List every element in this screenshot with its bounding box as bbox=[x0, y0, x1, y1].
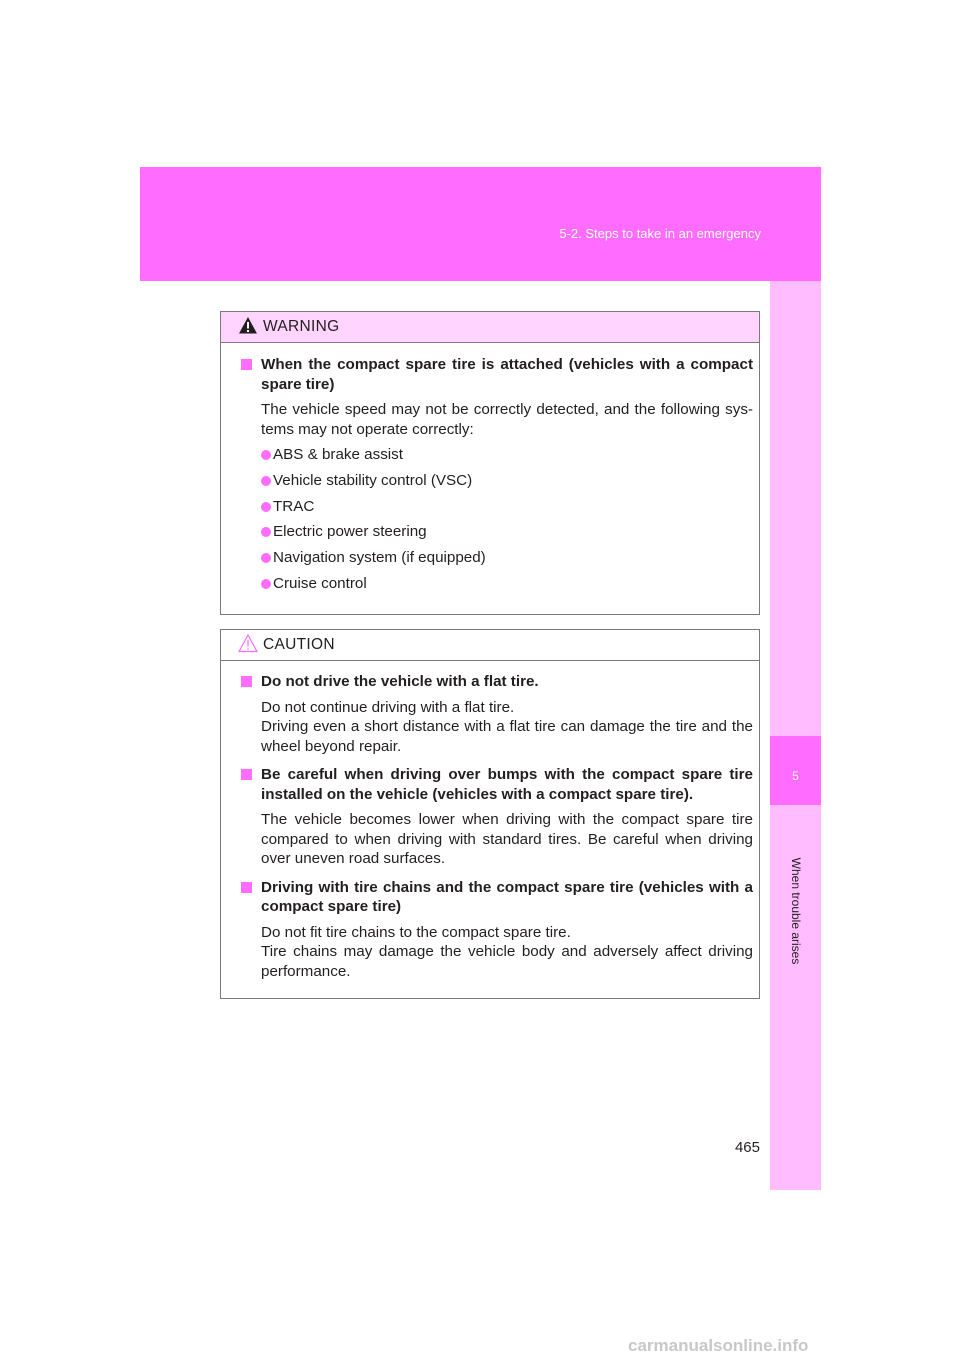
list-item: Electric power steering bbox=[241, 522, 753, 542]
caution-item bbox=[241, 765, 753, 869]
list-item: ABS & brake assist bbox=[241, 445, 753, 465]
round-bullet-icon bbox=[261, 476, 271, 486]
chapter-number: 5 bbox=[792, 769, 799, 783]
list-item: Vehicle stability control (VSC) bbox=[241, 471, 753, 491]
watermark: carmanualsonline.info bbox=[628, 1336, 809, 1355]
warning-box bbox=[220, 311, 760, 615]
list-item: TRAC bbox=[241, 497, 753, 517]
square-bullet-icon bbox=[241, 882, 252, 893]
warning-header bbox=[221, 312, 759, 343]
warning-triangle-icon bbox=[238, 315, 258, 335]
caution-item bbox=[241, 672, 753, 756]
warning-title: WARNING bbox=[263, 318, 340, 335]
list-item: Navigation system (if equipped) bbox=[241, 548, 753, 568]
warning-item bbox=[241, 355, 753, 593]
round-bullet-icon bbox=[261, 553, 271, 563]
round-bullet-icon bbox=[261, 502, 271, 512]
caution-title: CAUTION bbox=[263, 636, 335, 653]
caution-header bbox=[221, 630, 759, 661]
chapter-name: When trouble arises bbox=[789, 857, 803, 965]
round-bullet-icon bbox=[261, 527, 271, 537]
item-text: The vehicle becomes lower when driving with the compact spare tire compared to when driving with standard tires. Be careful when driving over uneven road surfaces. bbox=[261, 811, 753, 867]
page-number: 465 bbox=[734, 1139, 760, 1156]
round-bullet-icon bbox=[261, 579, 271, 589]
item-heading: Be careful when driving over bumps with the compact spare tire installed on the vehicle (vehicles with a compact spare tire). bbox=[241, 765, 753, 804]
list-item: Cruise control bbox=[241, 574, 753, 594]
item-heading: Do not drive the vehicle with a flat tire. bbox=[241, 672, 753, 692]
caution-item bbox=[241, 878, 753, 982]
caution-box bbox=[220, 629, 760, 999]
item-text: The vehicle speed may not be correctly detected, and the following sys-tems may not operate correctly: bbox=[261, 401, 753, 438]
item-text: Do not continue driving with a flat tire. Driving even a short distance with a flat tire can damage the tire and the wheel beyond repair. bbox=[261, 698, 753, 755]
item-heading: Driving with tire chains and the compact spare tire (vehicles with a compact spare tire) bbox=[241, 878, 753, 917]
round-bullet-icon bbox=[261, 450, 271, 460]
header-band bbox=[140, 167, 821, 281]
item-heading: When the compact spare tire is attached (vehicles with a compact spare tire) bbox=[241, 355, 753, 394]
square-bullet-icon bbox=[241, 359, 252, 370]
item-text: Do not fit tire chains to the compact spare tire. Tire chains may damage the vehicle body and adversely affect driving performance. bbox=[261, 923, 753, 980]
square-bullet-icon bbox=[241, 769, 252, 780]
chapter-side-tab bbox=[770, 281, 821, 1190]
square-bullet-icon bbox=[241, 676, 252, 687]
caution-triangle-icon bbox=[238, 633, 258, 653]
section-title: 5-2. Steps to take in an emergency bbox=[559, 226, 761, 241]
